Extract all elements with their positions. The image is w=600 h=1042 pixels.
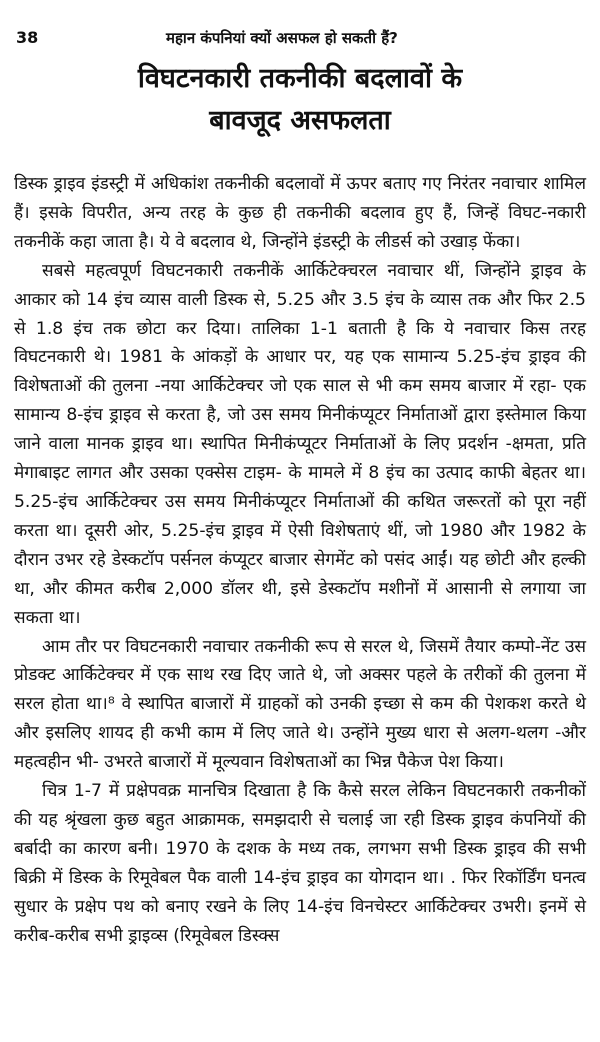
paragraph-4: चित्र 1-7 में प्रक्षेपवक्र मानचित्र दिखाता है कि कैसे सरल लेकिन विघटनकारी तकनीकों की यह श्रृंखला कुछ बहुत आक्रामक, समझदारी से चलाई जा रही डिस्क ड्राइव कंपनियों की बर्बादी का कारण बनी। 1970 के दशक के मध्य तक, लगभग सभी डिस्क ड्राइव की सभी बिक्री में डिस्क के रिमूवेबल पैक वाली 14-इंच ड्राइव का योगदान था। . फिर रिकॉर्डिंग घनत्व सुधार के प्रक्षेप पथ को बनाए रखने के लिए 14-इंच विनचेस्टर आर्किटेक्चर उभरी। इनमें से करीब-करीब सभी ड्राइव्स (रिमूवेबल डिस्क्स	[14, 781, 586, 946]
running-title: महान कंपनियां क्यों असफल हो सकती हैं?	[166, 29, 398, 47]
page-number: 38	[16, 28, 39, 47]
section-heading-line-1: विघटनकारी तकनीकी बदलावों के	[137, 63, 463, 94]
body-text	[14, 170, 586, 950]
paragraph-3: आम तौर पर विघटनकारी नवाचार तकनीकी रूप से सरल थे, जिसमें तैयार कम्पो-नेंट उस प्रोडक्ट आर्किटेक्चर में एक साथ रख दिए जाते थे, जो अक्सर पहले के तरीकों की तुलना में सरल होता था।⁸ वे स्थापित बाजारों में ग्राहकों को उनकी इच्छा से कम की पेशकश करते थे और इसलिए शायद ही कभी काम में लिए जाते थे। उन्होंने मुख्य धारा से अलग-थलग -और महत्वहीन भी- उभरते बाजारों में मूल्यवान विशेषताओं का भिन्न पैकेज पेश किया।	[14, 636, 586, 773]
section-heading	[20, 58, 580, 142]
paragraph-2: सबसे महत्वपूर्ण विघटनकारी तकनीकें आर्किटेक्चरल नवाचार थीं, जिन्होंने ड्राइव के आकार को 14 इंच व्यास वाली डिस्क से, 5.25 और 3.5 इंच के व्यास तक और फिर 2.5 से 1.8 इंच तक छोटा कर दिया। तालिका 1-1 बताती है कि ये नवाचार किस तरह विघटनकारी थे। 1981 के आंकड़ों के आधार पर, यह एक सामान्य 5.25-इंच ड्राइव की विशेषताओं की तुलना -नया आर्किटेक्चर जो एक साल से भी कम समय बाजार में रहा- एक सामान्य 8-इंच ड्राइव से करता है, जो उस समय मिनीकंप्यूटर निर्माताओं द्वारा इस्तेमाल किया जाने वाला मानक ड्राइव था। स्थापित मिनीकंप्यूटर निर्माताओं के लिए प्रदर्शन -क्षमता, प्रति मेगाबाइट लागत और उसका एक्सेस टाइम- के मामले में 8 इंच का उत्पाद काफी बेहतर था। 5.25-इंच आर्किटेक्चर उस समय मिनीकंप्यूटर निर्माताओं की कथित जरूरतों को पूरा नहीं करता था। दूसरी ओर, 5.25-इंच ड्राइव में ऐसी विशेषताएं थीं, जो 1980 और 1982 के दौरान उभर रहे डेस्कटॉप पर्सनल कंप्यूटर बाजार सेगमेंट को पसंद आईं। यह छोटी और हल्की था, और कीमत करीब 2,000 डॉलर थी, इसे डेस्कटॉप मशीनों में आसानी से लगाया जा सकता था।	[14, 260, 586, 628]
section-heading-line-2: बावजूद असफलता	[209, 105, 391, 136]
paragraph-1: डिस्क ड्राइव इंडस्ट्री में अधिकांश तकनीकी बदलावों में ऊपर बताए गए निरंतर नवाचार शामिल हैं। इसके विपरीत, अन्य तरह के कुछ ही तकनीकी बदलाव हुए हैं, जिन्हें विघट-नकारी तकनीकें कहा जाता है। ये वे बदलाव थे, जिन्होंने इंडस्ट्री के लीडर्स को उखाड़ फेंका।	[14, 174, 586, 252]
running-header	[16, 28, 584, 50]
